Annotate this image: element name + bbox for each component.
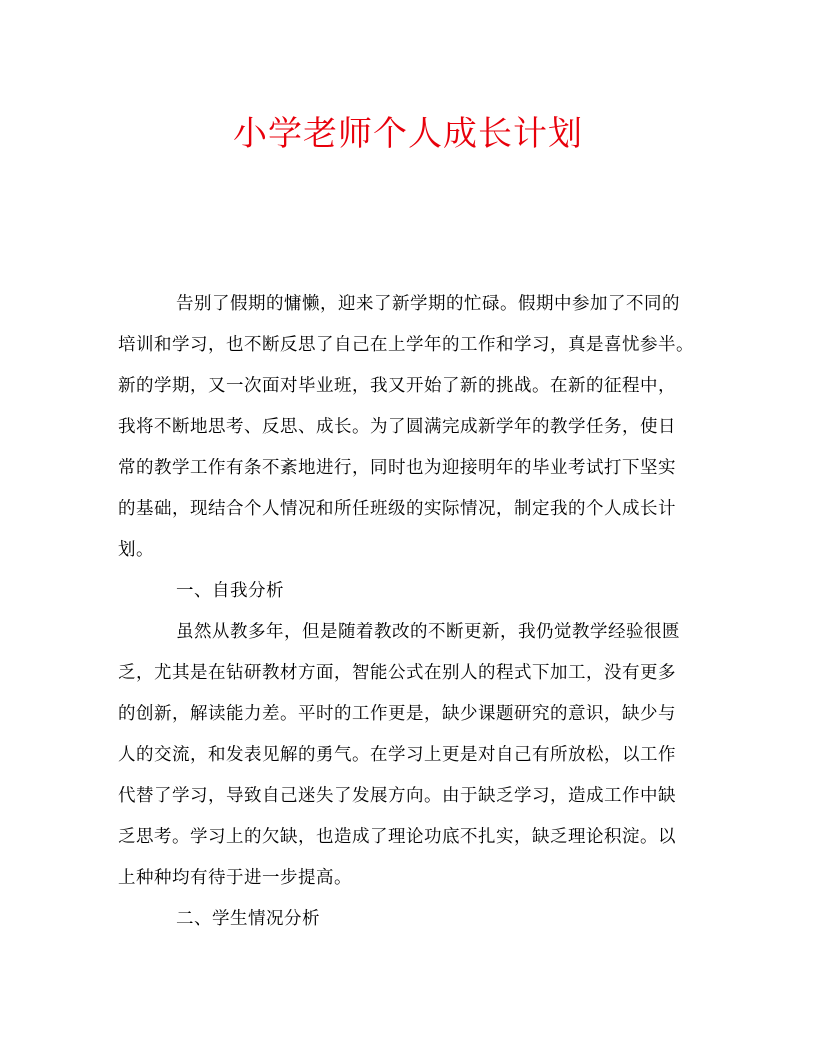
body-line: 新的学期，又一次面对毕业班，我又开始了新的挑战。在新的征程中，	[118, 376, 676, 396]
body-line: 一、自我分析	[176, 581, 284, 601]
body-line: 乏思考。学习上的欠缺，也造成了理论功底不扎实，缺乏理论积淀。以	[118, 827, 676, 847]
body-line: 培训和学习，也不断反思了自己在上学年的工作和学习，真是喜忧参半。	[118, 335, 694, 355]
body-line: 人的交流，和发表见解的勇气。在学习上更是对自己有所放松，以工作	[118, 745, 676, 765]
body-line: 乏，尤其是在钻研教材方面，智能公式在别人的程式下加工，没有更多	[118, 663, 676, 683]
body-line: 常的教学工作有条不紊地进行，同时也为迎接明年的毕业考试打下坚实	[118, 458, 676, 478]
body-line: 虽然从教多年，但是随着教改的不断更新，我仍觉教学经验很匮	[176, 622, 680, 642]
body-line: 上种种均有待于进一步提高。	[118, 868, 352, 888]
body-line: 的创新，解读能力差。平时的工作更是，缺少课题研究的意识，缺少与	[118, 704, 676, 724]
body-line: 代替了学习，导致自己迷失了发展方向。由于缺乏学习，造成工作中缺	[118, 786, 676, 806]
body-line: 我将不断地思考、反思、成长。为了圆满完成新学年的教学任务，使日	[118, 417, 676, 437]
body-line: 二、学生情况分析	[176, 909, 320, 929]
body-line: 的基础，现结合个人情况和所任班级的实际情况，制定我的个人成长计	[118, 499, 676, 519]
document-body	[118, 284, 698, 940]
body-line: 划。	[118, 540, 154, 560]
body-line: 告别了假期的慵懒，迎来了新学期的忙碌。假期中参加了不同的	[176, 294, 680, 314]
document-title: 小学老师个人成长计划	[233, 114, 583, 154]
